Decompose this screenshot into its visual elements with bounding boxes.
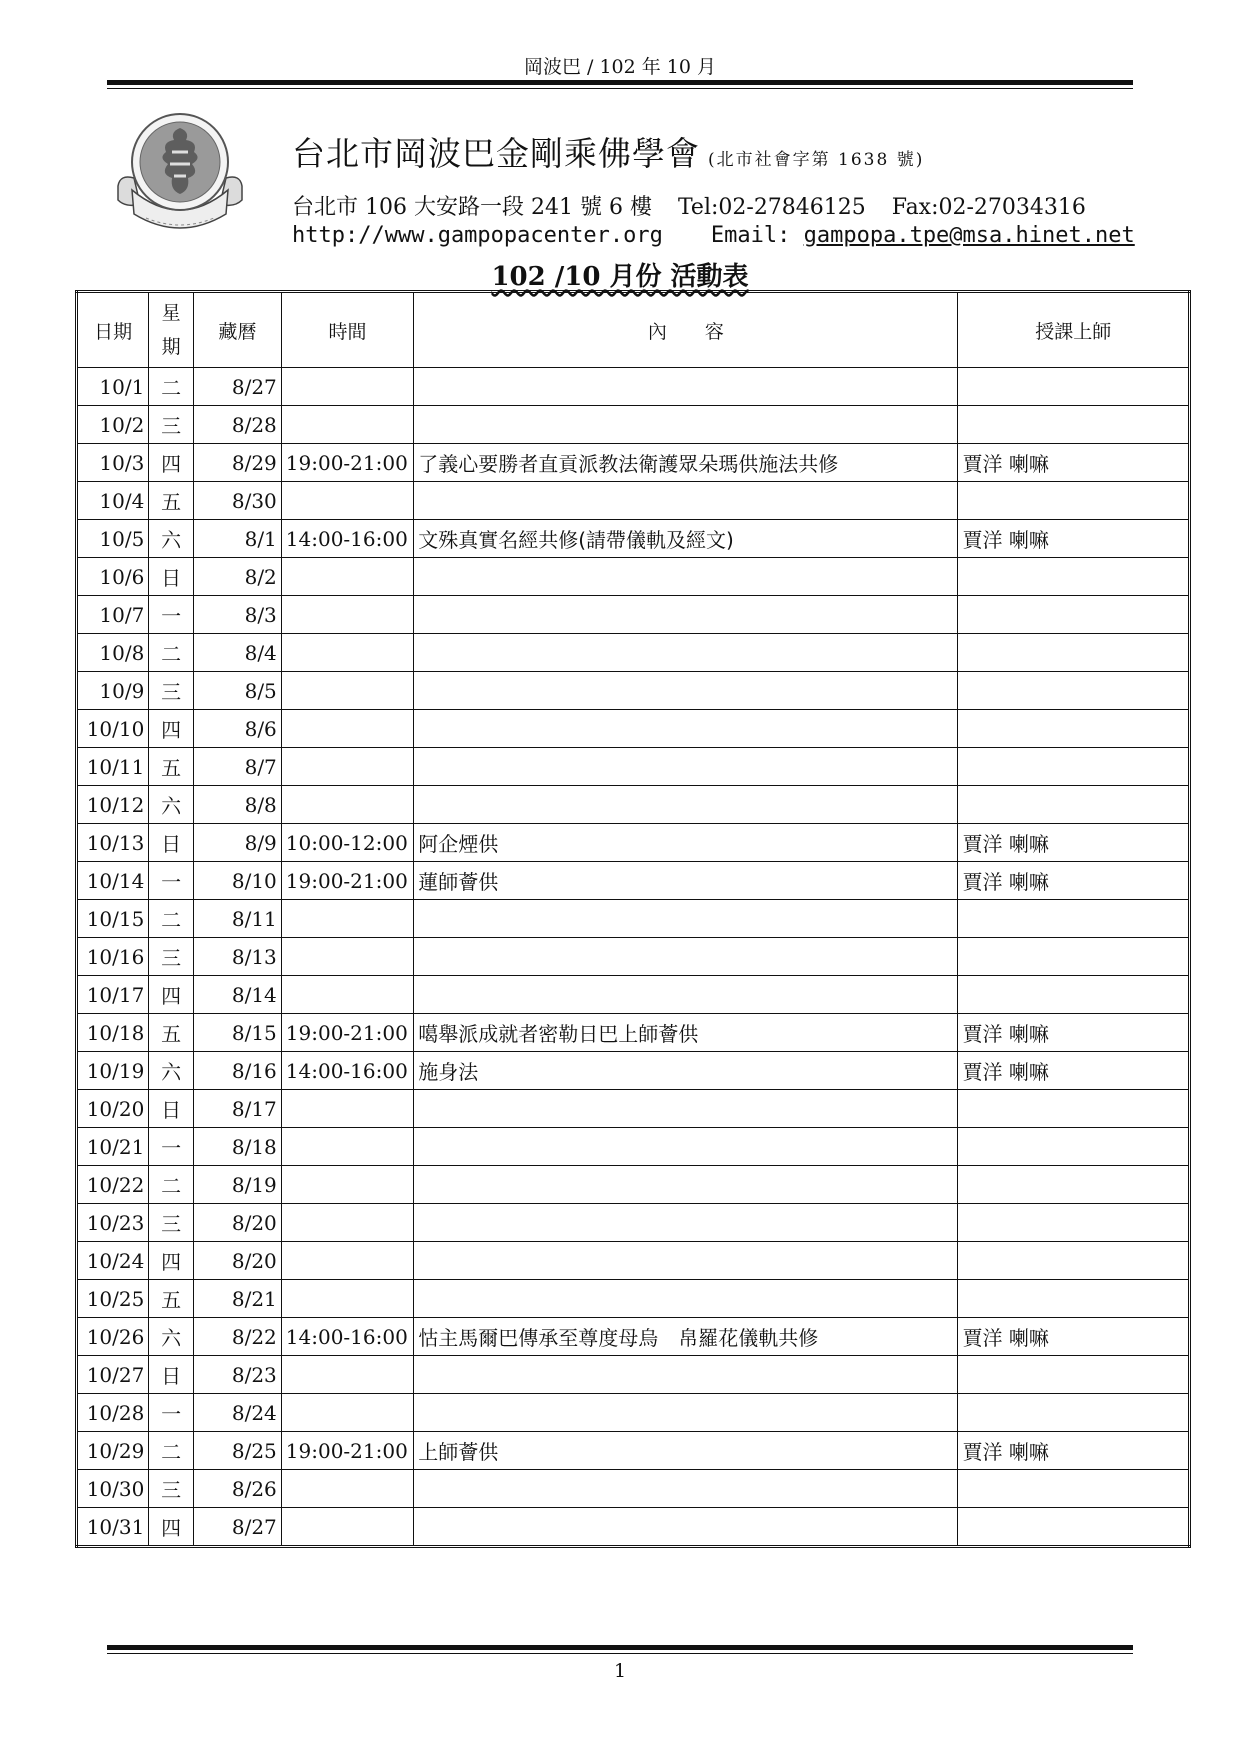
table-row (77, 596, 1190, 634)
table-row (77, 444, 1190, 482)
telephone: Tel:02-27846125 (677, 195, 866, 220)
cell-teacher: 賈洋 喇嘛 (958, 824, 1190, 862)
table-row (77, 824, 1190, 862)
cell-tibetan-date: 8/4 (193, 634, 281, 672)
website-link[interactable]: http://www.gampopacenter.org (292, 223, 663, 248)
cell-weekday: 四 (149, 444, 194, 482)
header-rule-thin (107, 88, 1133, 89)
cell-teacher (958, 1090, 1190, 1128)
cell-weekday: 三 (149, 1470, 194, 1508)
cell-date: 10/21 (77, 1128, 149, 1166)
cell-content (414, 1508, 958, 1547)
cell-tibetan-date: 8/5 (193, 672, 281, 710)
cell-date: 10/26 (77, 1318, 149, 1356)
cell-teacher (958, 368, 1190, 406)
cell-time (281, 1356, 413, 1394)
cell-date: 10/30 (77, 1470, 149, 1508)
cell-date: 10/27 (77, 1356, 149, 1394)
cell-weekday: 日 (149, 558, 194, 596)
cell-teacher (958, 786, 1190, 824)
cell-time (281, 1280, 413, 1318)
cell-tibetan-date: 8/16 (193, 1052, 281, 1090)
registration-number: (北市社會字第 1638 號) (708, 150, 925, 170)
cell-weekday: 五 (149, 748, 194, 786)
cell-tibetan-date: 8/10 (193, 862, 281, 900)
table-row (77, 786, 1190, 824)
cell-content (414, 1166, 958, 1204)
cell-teacher: 賈洋 喇嘛 (958, 1318, 1190, 1356)
cell-time (281, 1508, 413, 1547)
cell-tibetan-date: 8/22 (193, 1318, 281, 1356)
cell-time: 14:00-16:00 (281, 1052, 413, 1090)
cell-time (281, 1470, 413, 1508)
cell-tibetan-date: 8/28 (193, 406, 281, 444)
cell-date: 10/23 (77, 1204, 149, 1242)
cell-time (281, 748, 413, 786)
cell-content: 怙主馬爾巴傳承至尊度母烏 帛羅花儀軌共修 (414, 1318, 958, 1356)
cell-tibetan-date: 8/30 (193, 482, 281, 520)
cell-date: 10/15 (77, 900, 149, 938)
cell-date: 10/28 (77, 1394, 149, 1432)
cell-date: 10/31 (77, 1508, 149, 1547)
cell-time (281, 634, 413, 672)
cell-time (281, 596, 413, 634)
cell-teacher (958, 558, 1190, 596)
cell-content (414, 634, 958, 672)
cell-content (414, 1090, 958, 1128)
cell-weekday: 六 (149, 1052, 194, 1090)
cell-date: 10/22 (77, 1166, 149, 1204)
cell-date: 10/6 (77, 558, 149, 596)
cell-teacher (958, 976, 1190, 1014)
cell-time (281, 1128, 413, 1166)
cell-date: 10/12 (77, 786, 149, 824)
cell-tibetan-date: 8/13 (193, 938, 281, 976)
cell-weekday: 二 (149, 1432, 194, 1470)
activity-schedule-table (75, 290, 1191, 1548)
table-row (77, 1242, 1190, 1280)
cell-tibetan-date: 8/2 (193, 558, 281, 596)
table-row (77, 520, 1190, 558)
cell-content (414, 786, 958, 824)
cell-weekday: 日 (149, 824, 194, 862)
cell-weekday: 三 (149, 938, 194, 976)
cell-tibetan-date: 8/27 (193, 1508, 281, 1547)
header-weekday (149, 292, 194, 368)
cell-content (414, 900, 958, 938)
cell-tibetan-date: 8/19 (193, 1166, 281, 1204)
cell-content (414, 748, 958, 786)
cell-teacher (958, 900, 1190, 938)
table-row (77, 482, 1190, 520)
schedule-body (77, 368, 1190, 1547)
table-row (77, 1432, 1190, 1470)
cell-teacher: 賈洋 喇嘛 (958, 1052, 1190, 1090)
cell-date: 10/1 (77, 368, 149, 406)
cell-time (281, 1166, 413, 1204)
cell-tibetan-date: 8/15 (193, 1014, 281, 1052)
cell-teacher: 賈洋 喇嘛 (958, 520, 1190, 558)
cell-date: 10/17 (77, 976, 149, 1014)
cell-teacher (958, 938, 1190, 976)
table-row (77, 672, 1190, 710)
table-row (77, 558, 1190, 596)
cell-date: 10/18 (77, 1014, 149, 1052)
cell-content (414, 1128, 958, 1166)
cell-date: 10/24 (77, 1242, 149, 1280)
cell-time: 19:00-21:00 (281, 444, 413, 482)
table-row (77, 1014, 1190, 1052)
cell-date: 10/9 (77, 672, 149, 710)
table-row (77, 1128, 1190, 1166)
document-title-text: 102 /10 月份 活動表 (491, 262, 749, 292)
footer-rule (107, 1645, 1133, 1650)
cell-teacher (958, 1242, 1190, 1280)
cell-tibetan-date: 8/26 (193, 1470, 281, 1508)
cell-content: 上師薈供 (414, 1432, 958, 1470)
document-title (0, 256, 1240, 293)
table-row (77, 1052, 1190, 1090)
cell-weekday: 日 (149, 1090, 194, 1128)
cell-content: 文殊真實名經共修(請帶儀軌及經文) (414, 520, 958, 558)
cell-content (414, 976, 958, 1014)
contact-line (292, 190, 1086, 221)
cell-date: 10/16 (77, 938, 149, 976)
cell-time (281, 1242, 413, 1280)
cell-date: 10/4 (77, 482, 149, 520)
table-row (77, 406, 1190, 444)
table-row (77, 1508, 1190, 1547)
table-header-row (77, 292, 1190, 368)
cell-weekday: 一 (149, 596, 194, 634)
cell-time (281, 406, 413, 444)
cell-date: 10/20 (77, 1090, 149, 1128)
cell-date: 10/7 (77, 596, 149, 634)
cell-tibetan-date: 8/7 (193, 748, 281, 786)
cell-weekday: 一 (149, 1394, 194, 1432)
cell-time: 10:00-12:00 (281, 824, 413, 862)
cell-weekday: 三 (149, 1204, 194, 1242)
organization-name (292, 128, 924, 175)
cell-teacher: 賈洋 喇嘛 (958, 1432, 1190, 1470)
cell-time (281, 482, 413, 520)
cell-weekday: 一 (149, 1128, 194, 1166)
cell-content (414, 1242, 958, 1280)
cell-tibetan-date: 8/24 (193, 1394, 281, 1432)
cell-content: 阿企煙供 (414, 824, 958, 862)
cell-teacher (958, 1166, 1190, 1204)
table-row (77, 634, 1190, 672)
cell-weekday: 五 (149, 1014, 194, 1052)
cell-date: 10/13 (77, 824, 149, 862)
cell-teacher (958, 710, 1190, 748)
cell-tibetan-date: 8/25 (193, 1432, 281, 1470)
cell-teacher (958, 1204, 1190, 1242)
cell-weekday: 四 (149, 710, 194, 748)
cell-time (281, 368, 413, 406)
cell-content (414, 1204, 958, 1242)
cell-date: 10/19 (77, 1052, 149, 1090)
table-row (77, 1318, 1190, 1356)
cell-time: 14:00-16:00 (281, 1318, 413, 1356)
cell-weekday: 五 (149, 482, 194, 520)
cell-time (281, 976, 413, 1014)
footer-rule-thin (107, 1653, 1133, 1654)
cell-teacher (958, 1356, 1190, 1394)
cell-tibetan-date: 8/9 (193, 824, 281, 862)
cell-teacher (958, 672, 1190, 710)
cell-date: 10/8 (77, 634, 149, 672)
cell-content (414, 672, 958, 710)
cell-weekday: 二 (149, 368, 194, 406)
cell-date: 10/5 (77, 520, 149, 558)
header-tibetan-calendar: 藏曆 (193, 292, 281, 368)
cell-weekday: 五 (149, 1280, 194, 1318)
cell-tibetan-date: 8/1 (193, 520, 281, 558)
cell-content: 蓮師薈供 (414, 862, 958, 900)
header-date: 日期 (77, 292, 149, 368)
table-row (77, 862, 1190, 900)
cell-time (281, 1204, 413, 1242)
cell-date: 10/11 (77, 748, 149, 786)
cell-content: 了義心要勝者直貢派教法衛護眾朵瑪供施法共修 (414, 444, 958, 482)
cell-content (414, 1356, 958, 1394)
header-weekday-bottom: 期 (161, 336, 181, 358)
cell-time (281, 672, 413, 710)
cell-content (414, 558, 958, 596)
cell-content (414, 1280, 958, 1318)
table-row (77, 1204, 1190, 1242)
cell-teacher (958, 748, 1190, 786)
cell-date: 10/25 (77, 1280, 149, 1318)
cell-content (414, 596, 958, 634)
table-row (77, 900, 1190, 938)
table-row (77, 1470, 1190, 1508)
cell-tibetan-date: 8/29 (193, 444, 281, 482)
cell-weekday: 二 (149, 1166, 194, 1204)
cell-content (414, 1394, 958, 1432)
cell-date: 10/14 (77, 862, 149, 900)
cell-date: 10/29 (77, 1432, 149, 1470)
table-row (77, 1166, 1190, 1204)
table-row (77, 368, 1190, 406)
org-name-text: 台北市岡波巴金剛乘佛學會 (292, 134, 700, 173)
cell-time (281, 710, 413, 748)
cell-tibetan-date: 8/20 (193, 1204, 281, 1242)
cell-tibetan-date: 8/23 (193, 1356, 281, 1394)
cell-tibetan-date: 8/18 (193, 1128, 281, 1166)
page-number: 1 (613, 1660, 627, 1682)
cell-tibetan-date: 8/21 (193, 1280, 281, 1318)
table-row (77, 1356, 1190, 1394)
cell-weekday: 三 (149, 672, 194, 710)
cell-tibetan-date: 8/6 (193, 710, 281, 748)
cell-teacher: 賈洋 喇嘛 (958, 1014, 1190, 1052)
cell-content (414, 406, 958, 444)
cell-teacher (958, 1394, 1190, 1432)
header-content: 內 容 (414, 292, 958, 368)
cell-weekday: 一 (149, 862, 194, 900)
table-row (77, 1090, 1190, 1128)
cell-teacher: 賈洋 喇嘛 (958, 862, 1190, 900)
cell-date: 10/10 (77, 710, 149, 748)
cell-tibetan-date: 8/8 (193, 786, 281, 824)
cell-teacher (958, 482, 1190, 520)
cell-tibetan-date: 8/14 (193, 976, 281, 1014)
cell-time (281, 1394, 413, 1432)
cell-time (281, 1090, 413, 1128)
cell-date: 10/3 (77, 444, 149, 482)
running-header: 岡波巴 / 102 年 10 月 (523, 56, 717, 78)
cell-teacher (958, 1280, 1190, 1318)
cell-content: 施身法 (414, 1052, 958, 1090)
cell-weekday: 二 (149, 634, 194, 672)
cell-time: 14:00-16:00 (281, 520, 413, 558)
email-link[interactable]: gampopa.tpe@msa.hinet.net (803, 223, 1135, 248)
cell-time: 19:00-21:00 (281, 862, 413, 900)
cell-content (414, 368, 958, 406)
cell-weekday: 六 (149, 520, 194, 558)
cell-weekday: 六 (149, 786, 194, 824)
cell-tibetan-date: 8/17 (193, 1090, 281, 1128)
table-row (77, 976, 1190, 1014)
cell-content (414, 710, 958, 748)
cell-time (281, 786, 413, 824)
table-row (77, 1394, 1190, 1432)
header-rule (107, 80, 1133, 85)
header-weekday-top: 星 (161, 302, 181, 324)
cell-teacher (958, 634, 1190, 672)
table-row (77, 748, 1190, 786)
cell-weekday: 六 (149, 1318, 194, 1356)
cell-content: 噶舉派成就者密勒日巴上師薈供 (414, 1014, 958, 1052)
cell-content (414, 1470, 958, 1508)
cell-time (281, 558, 413, 596)
fax: Fax:02-27034316 (891, 195, 1086, 220)
cell-content (414, 938, 958, 976)
cell-weekday: 四 (149, 1242, 194, 1280)
header-teacher: 授課上師 (958, 292, 1190, 368)
cell-weekday: 三 (149, 406, 194, 444)
cell-content (414, 482, 958, 520)
cell-tibetan-date: 8/27 (193, 368, 281, 406)
address: 台北市 106 大安路一段 241 號 6 樓 (292, 195, 652, 220)
cell-teacher (958, 596, 1190, 634)
cell-weekday: 四 (149, 976, 194, 1014)
web-line (292, 223, 1135, 248)
cell-tibetan-date: 8/11 (193, 900, 281, 938)
table-row (77, 1280, 1190, 1318)
cell-weekday: 日 (149, 1356, 194, 1394)
cell-date: 10/2 (77, 406, 149, 444)
cell-teacher (958, 1470, 1190, 1508)
cell-time (281, 938, 413, 976)
cell-weekday: 二 (149, 900, 194, 938)
cell-tibetan-date: 8/3 (193, 596, 281, 634)
cell-teacher: 賈洋 喇嘛 (958, 444, 1190, 482)
cell-teacher (958, 406, 1190, 444)
table-row (77, 710, 1190, 748)
cell-teacher (958, 1508, 1190, 1547)
header-time: 時間 (281, 292, 413, 368)
cell-weekday: 四 (149, 1508, 194, 1547)
cell-teacher (958, 1128, 1190, 1166)
table-row (77, 938, 1190, 976)
cell-time (281, 900, 413, 938)
cell-tibetan-date: 8/20 (193, 1242, 281, 1280)
gampopa-logo-emblem (110, 108, 250, 238)
email-label: Email: (710, 223, 791, 248)
cell-time: 19:00-21:00 (281, 1432, 413, 1470)
cell-time: 19:00-21:00 (281, 1014, 413, 1052)
